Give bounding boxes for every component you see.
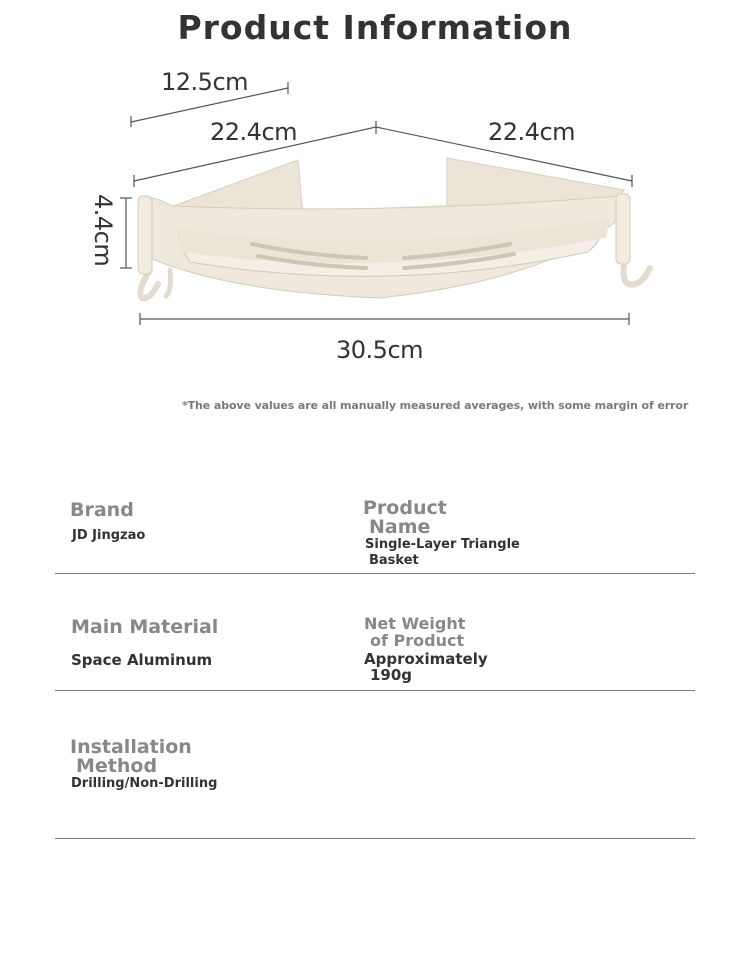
weight-value-1: Approximately <box>364 650 488 668</box>
product-name-value-2: Basket <box>369 553 419 568</box>
installation-label-1: Installation <box>70 736 192 758</box>
installation-label-2: Method <box>76 755 158 777</box>
product-name-label-1: Product <box>363 497 447 519</box>
weight-cell <box>364 615 488 683</box>
left-side-dimension: 22.4cm <box>210 118 298 146</box>
divider-1 <box>55 573 695 574</box>
brand-value: JD Jingzao <box>72 528 146 543</box>
measurement-note: *The above values are all manually measured averages, with some margin of error <box>182 399 689 412</box>
material-value: Space Aluminum <box>71 651 213 669</box>
brand-label: Brand <box>70 499 134 521</box>
corner-basket <box>138 158 650 298</box>
material-cell <box>71 618 218 668</box>
weight-value-2: 190g <box>370 666 413 684</box>
product-name-label-2: Name <box>369 516 431 538</box>
brand-cell <box>70 501 145 544</box>
weight-label-1: Net Weight <box>364 614 466 633</box>
installation-value: Drilling/Non-Drilling <box>71 776 218 791</box>
product-diagram <box>0 0 750 380</box>
material-label: Main Material <box>71 616 219 638</box>
divider-2 <box>55 690 695 691</box>
page-title: Product Information <box>177 8 573 47</box>
depth-dimension: 12.5cm <box>161 68 249 96</box>
width-dimension: 30.5cm <box>336 336 424 364</box>
installation-cell <box>70 738 217 792</box>
height-dimension: 4.4cm <box>89 194 117 267</box>
product-name-value-1: Single-Layer Triangle <box>365 537 520 552</box>
weight-label-2: of Product <box>370 631 465 650</box>
right-side-dimension: 22.4cm <box>488 118 576 146</box>
divider-3 <box>55 838 695 839</box>
product-name-cell <box>363 499 520 569</box>
